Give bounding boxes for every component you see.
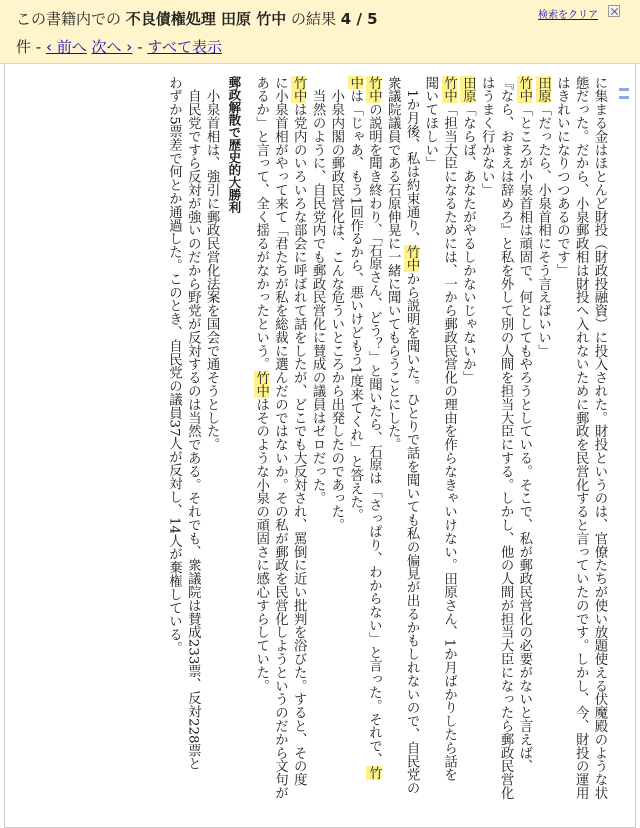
search-highlight: 竹中 <box>366 76 382 103</box>
search-highlight: 竹中 <box>516 76 532 103</box>
text-segment: 「だったら、小泉首相にそう言えばいい」 <box>535 102 551 358</box>
text-segment: に小泉首相がやって来て「君たちが私を総裁に選んだのではないか。その私が郵政を民営化しようというのだから文句が <box>272 76 288 800</box>
clear-search-link[interactable]: 検索をクリア <box>538 10 598 21</box>
text-column <box>420 76 439 816</box>
text-column: 自民党ですら反対が強いのだから野党が反対するのは当然である。それでも、衆議院は賛成233票、反対228票と <box>185 76 201 771</box>
text-segment: はそのような小泉の頑固さに感心すらしていた。 <box>253 397 269 693</box>
text-column <box>345 76 364 816</box>
text-column <box>476 76 495 816</box>
text-segment: 「ところが小泉首相は頑固で、何としてもやろうとしている。そこで、私が郵政民営化の必要がないと言えば、 <box>516 102 532 773</box>
text-segment: は党内のいろいろな部会に呼ばれて話をしたが、どこでも大反対され、罵倒に近い批判を浴びた。すると、その度 <box>291 102 307 787</box>
text-column <box>382 76 401 816</box>
result-prefix: この書籍内での <box>16 10 126 28</box>
text-column: わずか5票差で何とか通過した。このとき、自民党の議員37人が反対し、14人が棄権している。 <box>166 76 182 655</box>
text-column <box>533 76 552 816</box>
search-highlight: 竹中 <box>253 370 269 398</box>
search-highlight: 中 <box>347 76 363 90</box>
search-result-summary <box>16 8 378 29</box>
text-column <box>495 76 514 816</box>
text-segment: から説明を聞いた。ひとりで話を聞いても私の偏見が出るかもしれないので、自民党の <box>404 272 420 795</box>
text-segment: 「ならば、あなたがやるしかないじゃないか」 <box>460 102 476 385</box>
text-column <box>439 76 458 816</box>
text-column <box>251 76 270 816</box>
result-middle: の結果 <box>286 10 341 28</box>
text-segment: に集まる金はほとんど財投（財政投融資）に投入された。財投というのは、官僚たちが使い放題使える伏魔殿のような状 <box>592 76 607 800</box>
text-column <box>458 76 477 816</box>
text-segment: あるか」と言って、全く揺るがなかったという。 <box>253 76 269 371</box>
search-query: 不良債権処理 田原 竹中 <box>125 10 287 28</box>
search-result-bar <box>0 0 640 64</box>
text-segment: 聞いてほしい」 <box>422 76 438 170</box>
text-column <box>288 76 307 816</box>
book-text <box>52 76 608 816</box>
text-segment: 1か月後、私は約束通り、 <box>404 76 420 246</box>
nav-separator: - <box>132 38 148 56</box>
text-column <box>270 76 289 816</box>
text-column <box>326 76 345 816</box>
text-segment: 「担当大臣になるためには、一から郵政民営化の理由を作らなきゃいけない。田原さん、1か月ばかりしたら話を <box>441 102 457 782</box>
prev-result-link[interactable]: ‹ 前へ <box>45 38 87 56</box>
text-segment: の説明を聞き終わり、「石原さん、どう？」と聞いたら、石原は「さっぱり、わからない」と言った。それで、 <box>366 102 382 767</box>
text-segment: 『なら、おまえは辞めろ』と私を外して別の人間を担当大臣にする。しかし、他の人間が担当大臣になったら郵政民営化 <box>498 76 514 800</box>
section-heading: 郵政解散で歴史的大勝利 <box>226 76 242 214</box>
text-column <box>552 76 571 816</box>
result-navigation <box>16 36 222 57</box>
text-segment: 態だった。だから、小泉郵政相は財投へ入れないために郵政を民営化すると言っていたのです。しかし、今、財投の運用 <box>573 76 589 800</box>
text-segment: はうまく行かない」 <box>479 76 495 197</box>
search-highlight: 竹中 <box>441 76 457 103</box>
search-highlight: 竹中 <box>404 245 420 273</box>
text-segment: 当然のように、自民党内でも郵政民営化に賛成の議員はゼロだった。 <box>310 76 326 505</box>
text-segment: はきれいになりつつあるのです」 <box>554 76 570 277</box>
text-segment: は「じゃあ、もう1回作るから、悪いけどもう1度来てくれ」と答えた。 <box>347 89 363 522</box>
result-position: 4 / 5 <box>340 10 378 28</box>
show-all-link[interactable]: すべて表示 <box>147 38 222 56</box>
text-segment: 衆議院議員である石原伸晃に一緒に聞いてもらうことにした。 <box>385 76 401 452</box>
result-count-suffix: 件 - <box>16 38 46 56</box>
text-column <box>570 76 589 816</box>
next-result-link[interactable]: 次へ › <box>91 38 133 56</box>
scroll-marker-icon <box>619 88 629 91</box>
text-segment: 小泉内閣の郵政民営化は、こんな危ういところから出発したのであった。 <box>328 76 344 532</box>
text-column <box>401 76 420 816</box>
scroll-marker-icon <box>619 96 629 99</box>
search-highlight: 竹 <box>366 766 382 780</box>
text-column <box>307 76 326 816</box>
text-column <box>514 76 533 816</box>
search-highlight: 田原 <box>460 76 476 103</box>
close-icon[interactable] <box>608 5 620 17</box>
search-highlight: 田原 <box>535 76 551 103</box>
text-column <box>364 76 383 816</box>
text-column: 小泉首相は、強引に郵政民営化法案を国会で通そうとした。 <box>204 76 220 452</box>
text-column <box>589 76 608 816</box>
search-highlight: 竹中 <box>291 76 307 103</box>
